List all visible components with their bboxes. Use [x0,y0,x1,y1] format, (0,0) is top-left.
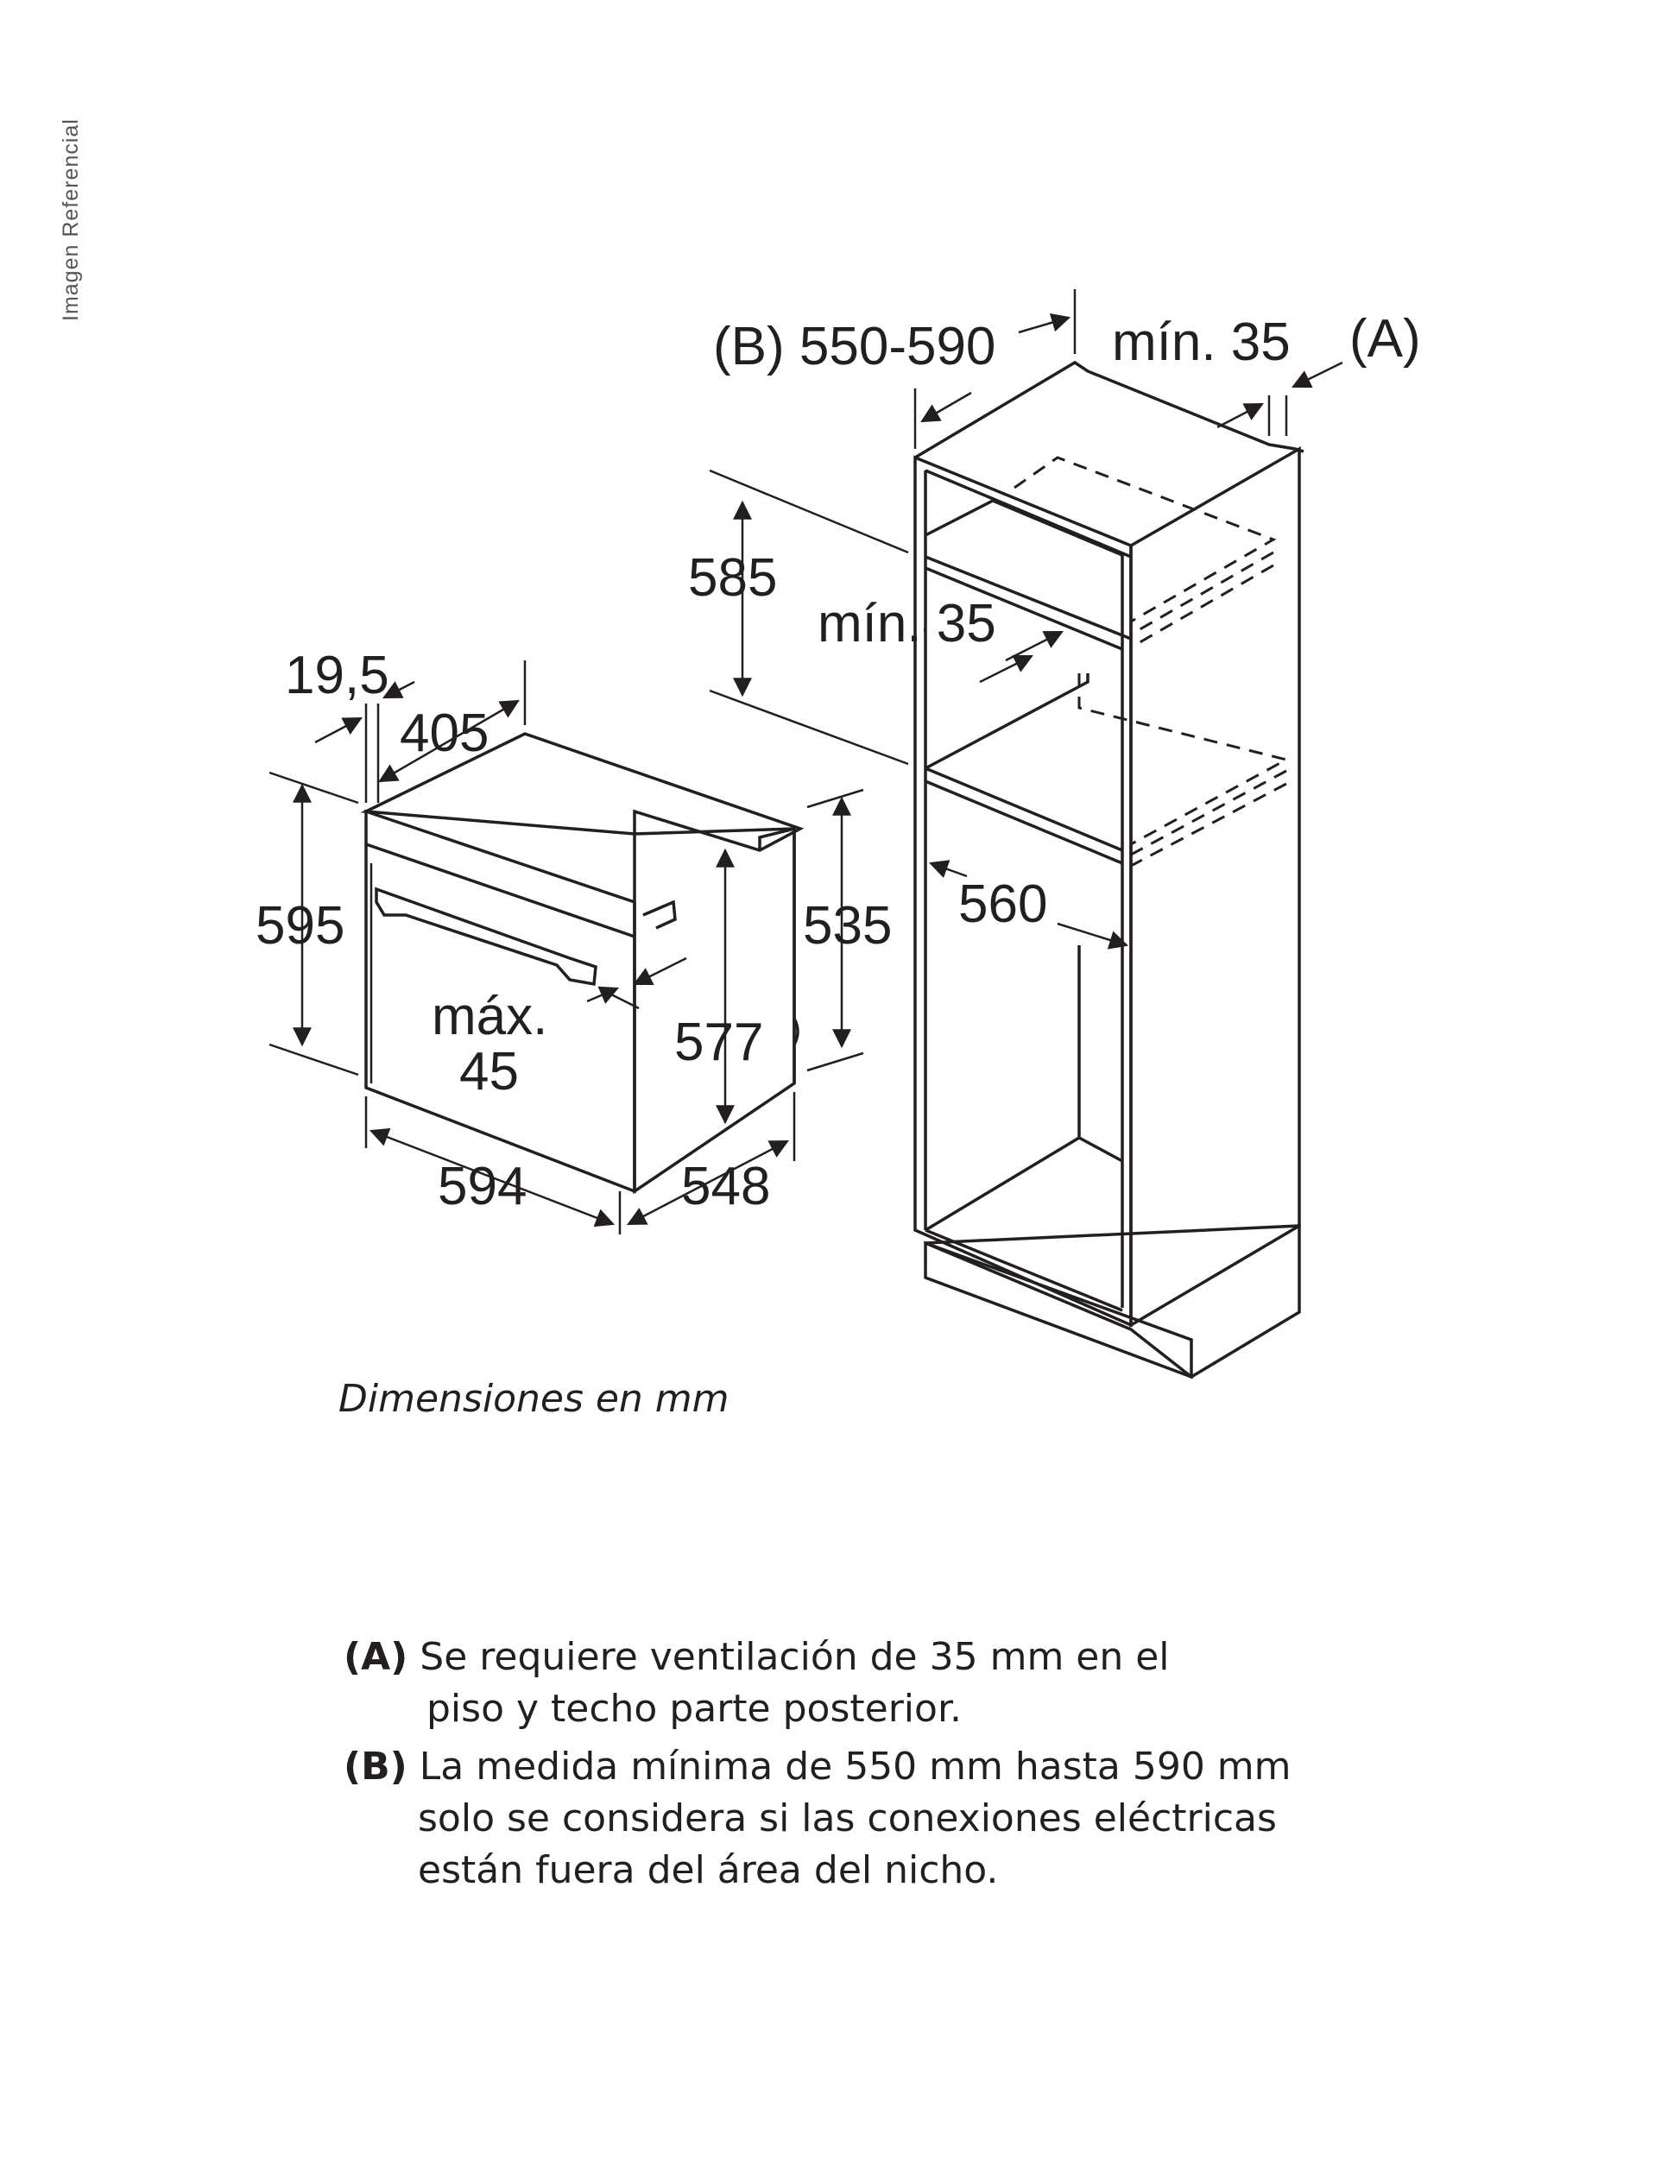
note-b-line2: solo se considera si las conexiones eléctricas [418,1796,1277,1840]
oven-drawing [366,734,800,1191]
note-a-text: Se requiere ventilación de 35 mm en el [420,1635,1170,1679]
cabinet-top-back [915,363,1304,458]
mid-shelf-back [925,673,1088,768]
oven-depth-label: 548 [681,1157,771,1216]
note-b-text: La medida mínima de 550 mm hasta 590 mm [419,1745,1292,1789]
front-thickness-label: 19,5 [285,646,389,705]
note-a-line2: piso y techo parte posterior. [426,1687,962,1731]
top-shelf-back [925,501,1122,555]
handle-value-label: 45 [459,1042,519,1101]
note-a-line1 [344,1635,1170,1679]
mid-shelf-front-2 [925,781,1122,863]
oven-handle [376,889,596,984]
cabinet-floor-back [925,1138,1079,1230]
cabinet-dimensions [710,289,1342,945]
oven-width-label: 594 [438,1157,527,1216]
oven-bracket [643,902,675,928]
mid-cutout-dashed [1079,673,1286,844]
oven-body-height-label: 535 [803,896,893,956]
niche-width-label: 560 [958,874,1048,934]
handle-max-label: máx. [432,987,548,1046]
note-b-line1 [344,1745,1292,1789]
rear-marker-label: (A) [1349,309,1421,369]
note-b-line3: están fuera del área del nicho. [418,1848,999,1892]
units-caption: Dimensiones en mm [338,1377,729,1421]
top-gap-label: mín. 35 [818,594,996,653]
cabinet-drawing [915,363,1304,1377]
note-a-tag: (A) [344,1635,408,1679]
oven-side-face [635,829,794,1191]
oven-height-label: 595 [256,896,345,956]
cabinet-plinth-side [925,1226,1299,1377]
oven-rear-edge [760,829,794,1083]
side-label: Imagen Referencial [59,118,83,321]
oven-inner-height-label: 577 [674,1013,764,1072]
cabinet-side [1131,449,1299,1325]
oven-dimension-labels [256,646,892,1216]
depth-top-label: 405 [400,704,489,763]
mid-shelf-front [925,768,1122,850]
top-shelf-front [925,470,1131,557]
rear-gap-label: mín. 35 [1112,312,1291,372]
cabinet-depth-label: (B) 550-590 [713,317,996,376]
niche-height-label: 585 [688,548,778,608]
note-b-tag: (B) [344,1745,407,1789]
cabinet-plinth-front [925,1243,1191,1377]
